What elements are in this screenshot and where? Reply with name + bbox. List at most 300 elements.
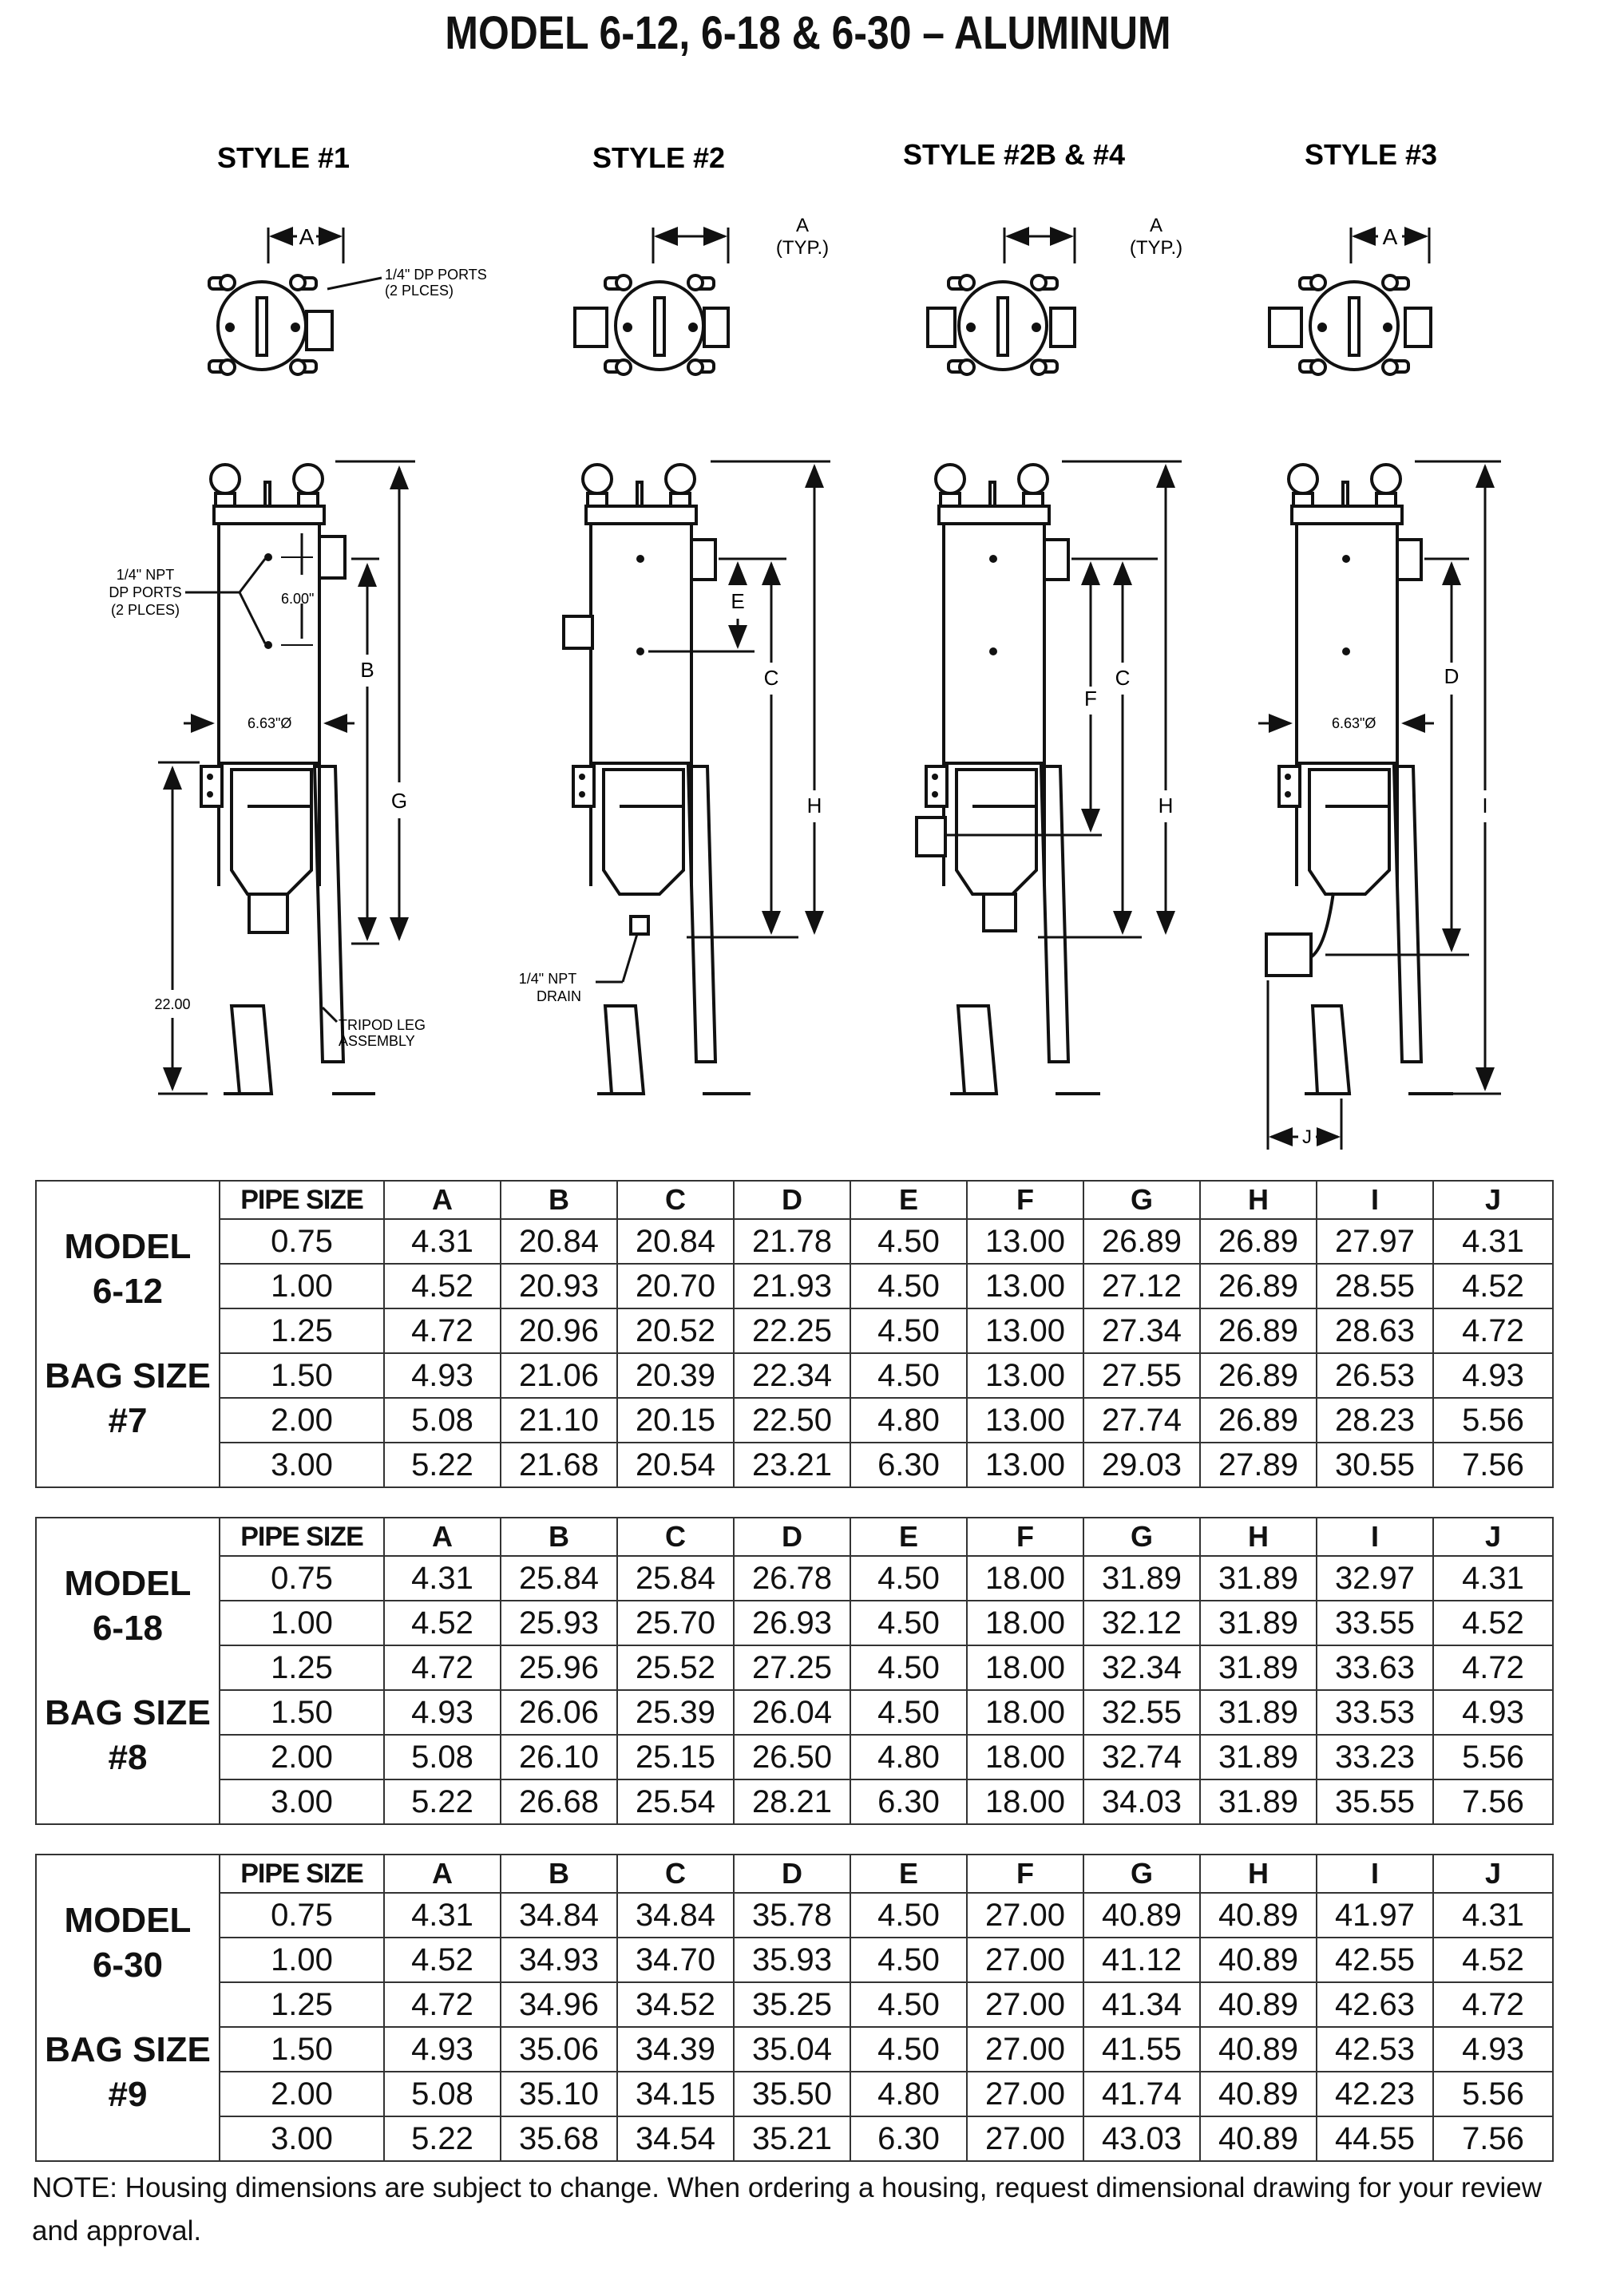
table-cell: 4.72: [1433, 1982, 1553, 2027]
table-cell: 1.25: [220, 1645, 384, 1690]
spec-table-model-6-12: [35, 1180, 1554, 1488]
table-cell: 35.04: [734, 2027, 850, 2072]
table-cell: 33.23: [1317, 1735, 1433, 1779]
table-cell: 31.89: [1200, 1735, 1317, 1779]
col-header: B: [501, 1855, 617, 1893]
col-header: PIPE SIZE: [220, 1518, 384, 1556]
table-row: [36, 1398, 1553, 1443]
dp-ports-label: DP PORTS: [109, 584, 182, 600]
table-cell: 20.52: [617, 1308, 734, 1353]
table-cell: 27.89: [1200, 1443, 1317, 1487]
table-cell: 4.80: [850, 1735, 967, 1779]
col-header: E: [850, 1181, 967, 1219]
table-cell: 1.25: [220, 1308, 384, 1353]
top-view-style-2: [575, 275, 728, 374]
table-cell: 40.89: [1200, 1893, 1317, 1938]
table-cell: 35.06: [501, 2027, 617, 2072]
table-cell: 25.96: [501, 1645, 617, 1690]
table-cell: 26.53: [1317, 1353, 1433, 1398]
table-cell: 27.00: [967, 2027, 1083, 2072]
table-cell: 25.84: [501, 1556, 617, 1601]
col-header: A: [384, 1855, 501, 1893]
bag-size-number: #9: [108, 2075, 148, 2114]
table-cell: 26.10: [501, 1735, 617, 1779]
col-header: C: [617, 1855, 734, 1893]
table-row: [36, 1938, 1553, 1982]
dim-e-style2: E: [731, 589, 745, 613]
col-header: D: [734, 1518, 850, 1556]
dim-600-label: 6.00": [281, 591, 315, 607]
table-cell: 26.50: [734, 1735, 850, 1779]
style-2b4-label: STYLE #2B & #4: [902, 138, 1126, 171]
model-label: MODEL: [64, 1564, 192, 1603]
top-view-style-2b4: [928, 275, 1075, 374]
table-cell: 34.84: [617, 1893, 734, 1938]
col-header: C: [617, 1518, 734, 1556]
table-cell: 4.50: [850, 1264, 967, 1308]
col-header: F: [967, 1181, 1083, 1219]
table-cell: 27.12: [1083, 1264, 1200, 1308]
table-cell: 21.06: [501, 1353, 617, 1398]
table-cell: 20.84: [617, 1219, 734, 1264]
table-cell: 3.00: [220, 1443, 384, 1487]
table-cell: 5.56: [1433, 2072, 1553, 2116]
table-cell: 40.89: [1200, 1982, 1317, 2027]
table-cell: 4.50: [850, 2027, 967, 2072]
table-row: [36, 1219, 1553, 1264]
table-cell: 40.89: [1200, 2116, 1317, 2161]
col-header: PIPE SIZE: [220, 1855, 384, 1893]
table-cell: 4.31: [384, 1219, 501, 1264]
bag-size-label: BAG SIZE: [45, 2030, 211, 2069]
table-cell: 25.39: [617, 1690, 734, 1735]
dim-a-style2: A: [795, 215, 810, 236]
table-cell: 5.22: [384, 2116, 501, 2161]
table-cell: 26.93: [734, 1601, 850, 1645]
table-row: [36, 1893, 1553, 1938]
table-cell: 34.70: [617, 1938, 734, 1982]
table-cell: 18.00: [967, 1556, 1083, 1601]
table-cell: 34.03: [1083, 1779, 1200, 1824]
table-cell: 4.50: [850, 1893, 967, 1938]
table-cell: 3.00: [220, 1779, 384, 1824]
dim-a-style1: A: [299, 224, 315, 249]
table-cell: 28.55: [1317, 1264, 1433, 1308]
table-cell: 4.80: [850, 1398, 967, 1443]
table-cell: 27.34: [1083, 1308, 1200, 1353]
table-cell: 20.70: [617, 1264, 734, 1308]
table-cell: 20.96: [501, 1308, 617, 1353]
typ-style2: (TYP.): [775, 237, 830, 259]
style-2-label: STYLE #2: [592, 141, 726, 174]
diameter-style3: 6.63"Ø: [1332, 715, 1376, 731]
table-cell: 40.89: [1200, 2027, 1317, 2072]
table-cell: 4.31: [384, 1893, 501, 1938]
table-cell: 4.93: [384, 2027, 501, 2072]
table-cell: 1.00: [220, 1264, 384, 1308]
table-cell: 1.00: [220, 1938, 384, 1982]
col-header: A: [384, 1181, 501, 1219]
dp-ports-top-count: (2 PLCES): [385, 283, 454, 299]
table-cell: 22.34: [734, 1353, 850, 1398]
table-cell: 7.56: [1433, 2116, 1553, 2161]
col-header: J: [1433, 1518, 1553, 1556]
col-header: H: [1200, 1518, 1317, 1556]
table-cell: 18.00: [967, 1735, 1083, 1779]
table-cell: 31.89: [1083, 1556, 1200, 1601]
dim-i-style3: I: [1482, 794, 1488, 817]
table-cell: 35.50: [734, 2072, 850, 2116]
col-header: B: [501, 1518, 617, 1556]
table-cell: 27.00: [967, 2116, 1083, 2161]
col-header: PIPE SIZE: [220, 1181, 384, 1219]
table-cell: 41.74: [1083, 2072, 1200, 2116]
table-header-row: [36, 1855, 1553, 1893]
table-cell: 32.12: [1083, 1601, 1200, 1645]
table-cell: 29.03: [1083, 1443, 1200, 1487]
table-cell: 18.00: [967, 1690, 1083, 1735]
table-cell: 6.30: [850, 1779, 967, 1824]
table-cell: 1.50: [220, 2027, 384, 2072]
bag-size-label: BAG SIZE: [45, 1693, 211, 1732]
top-view-style-1: [209, 275, 332, 374]
table-cell: 4.50: [850, 1645, 967, 1690]
table-cell: 4.50: [850, 1938, 967, 1982]
table-cell: 27.00: [967, 1893, 1083, 1938]
table-cell: 40.89: [1200, 1938, 1317, 1982]
bag-size-number: #7: [108, 1401, 148, 1440]
npt-label-style1: 1/4" NPT: [116, 567, 175, 583]
table-cell: 42.53: [1317, 2027, 1433, 2072]
table-cell: 22.25: [734, 1308, 850, 1353]
table-cell: 3.00: [220, 2116, 384, 2161]
col-header: I: [1317, 1855, 1433, 1893]
table-row: [36, 1556, 1553, 1601]
table-cell: 4.52: [384, 1264, 501, 1308]
table-row: [36, 2027, 1553, 2072]
table-cell: 31.89: [1200, 1601, 1317, 1645]
table-cell: 1.50: [220, 1353, 384, 1398]
table-cell: 31.89: [1200, 1690, 1317, 1735]
table-cell: 13.00: [967, 1353, 1083, 1398]
col-header: I: [1317, 1181, 1433, 1219]
table-cell: 28.23: [1317, 1398, 1433, 1443]
table-row: [36, 2072, 1553, 2116]
col-header: E: [850, 1855, 967, 1893]
table-cell: 21.68: [501, 1443, 617, 1487]
table-cell: 25.15: [617, 1735, 734, 1779]
table-row: [36, 1308, 1553, 1353]
col-header: D: [734, 1855, 850, 1893]
table-cell: 4.72: [384, 1645, 501, 1690]
table-cell: 4.50: [850, 1219, 967, 1264]
table-cell: 13.00: [967, 1219, 1083, 1264]
col-header: G: [1083, 1181, 1200, 1219]
table-cell: 26.89: [1200, 1398, 1317, 1443]
table-cell: 35.25: [734, 1982, 850, 2027]
style-1-label: STYLE #1: [216, 141, 351, 174]
table-cell: 4.93: [1433, 2027, 1553, 2072]
table-cell: 21.10: [501, 1398, 617, 1443]
table-cell: 6.30: [850, 1443, 967, 1487]
table-cell: 4.93: [1433, 1353, 1553, 1398]
dim-c-style2b: C: [1115, 666, 1131, 690]
table-cell: 22.50: [734, 1398, 850, 1443]
table-cell: 27.00: [967, 1938, 1083, 1982]
table-cell: 4.93: [1433, 1690, 1553, 1735]
col-header: H: [1200, 1855, 1317, 1893]
table-cell: 20.15: [617, 1398, 734, 1443]
model-cell: [36, 1855, 220, 2161]
model-number: 6-30: [92, 1946, 164, 1985]
table-cell: 2.00: [220, 1398, 384, 1443]
bag-size-number: #8: [108, 1738, 148, 1777]
model-number: 6-12: [92, 1272, 164, 1311]
table-cell: 32.97: [1317, 1556, 1433, 1601]
table-cell: 44.55: [1317, 2116, 1433, 2161]
npt-drain-label: 1/4" NPT: [518, 971, 577, 987]
table-cell: 5.08: [384, 1398, 501, 1443]
table-cell: 32.55: [1083, 1690, 1200, 1735]
col-header: E: [850, 1518, 967, 1556]
model-cell: [36, 1181, 220, 1487]
table-header-row: [36, 1181, 1553, 1219]
table-row: [36, 1735, 1553, 1779]
table-cell: 13.00: [967, 1398, 1083, 1443]
table-cell: 25.93: [501, 1601, 617, 1645]
table-row: [36, 1601, 1553, 1645]
table-cell: 34.39: [617, 2027, 734, 2072]
table-row: [36, 1982, 1553, 2027]
table-cell: 41.34: [1083, 1982, 1200, 2027]
table-cell: 21.78: [734, 1219, 850, 1264]
bag-size-label: BAG SIZE: [45, 1356, 211, 1395]
table-cell: 26.06: [501, 1690, 617, 1735]
table-cell: 0.75: [220, 1556, 384, 1601]
table-cell: 1.00: [220, 1601, 384, 1645]
col-header: J: [1433, 1181, 1553, 1219]
table-cell: 1.50: [220, 1690, 384, 1735]
table-cell: 4.52: [1433, 1938, 1553, 1982]
col-header: D: [734, 1181, 850, 1219]
table-cell: 23.21: [734, 1443, 850, 1487]
table-cell: 27.55: [1083, 1353, 1200, 1398]
dim-22-label: 22.00: [154, 996, 191, 1012]
table-cell: 28.63: [1317, 1308, 1433, 1353]
spec-table-model-6-18: [35, 1517, 1554, 1825]
table-cell: 35.21: [734, 2116, 850, 2161]
table-cell: 27.25: [734, 1645, 850, 1690]
table-cell: 4.31: [1433, 1893, 1553, 1938]
col-header: A: [384, 1518, 501, 1556]
table-cell: 30.55: [1317, 1443, 1433, 1487]
table-cell: 5.08: [384, 2072, 501, 2116]
col-header: F: [967, 1518, 1083, 1556]
table-cell: 27.97: [1317, 1219, 1433, 1264]
dim-a-style3: A: [1382, 224, 1398, 249]
table-cell: 34.15: [617, 2072, 734, 2116]
col-header: C: [617, 1181, 734, 1219]
table-cell: 25.70: [617, 1601, 734, 1645]
col-header: I: [1317, 1518, 1433, 1556]
table-cell: 42.63: [1317, 1982, 1433, 2027]
dim-d-style3: D: [1444, 664, 1460, 688]
table-cell: 26.89: [1200, 1308, 1317, 1353]
table-cell: 4.72: [384, 1308, 501, 1353]
table-cell: 26.89: [1200, 1353, 1317, 1398]
table-cell: 32.74: [1083, 1735, 1200, 1779]
table-cell: 33.53: [1317, 1690, 1433, 1735]
table-cell: 4.50: [850, 1308, 967, 1353]
table-cell: 25.54: [617, 1779, 734, 1824]
assembly-label: ASSEMBLY: [339, 1033, 415, 1049]
table-cell: 20.54: [617, 1443, 734, 1487]
table-cell: 26.68: [501, 1779, 617, 1824]
table-row: [36, 1690, 1553, 1735]
dp-ports-top-label: 1/4" DP PORTS: [385, 267, 487, 283]
table-cell: 35.55: [1317, 1779, 1433, 1824]
table-cell: 4.93: [384, 1353, 501, 1398]
col-header: J: [1433, 1855, 1553, 1893]
table-cell: 31.89: [1200, 1779, 1317, 1824]
table-cell: 20.93: [501, 1264, 617, 1308]
table-row: [36, 1645, 1553, 1690]
table-cell: 20.84: [501, 1219, 617, 1264]
table-cell: 13.00: [967, 1264, 1083, 1308]
table-cell: 4.50: [850, 1556, 967, 1601]
table-cell: 43.03: [1083, 2116, 1200, 2161]
table-cell: 34.93: [501, 1938, 617, 1982]
table-cell: 5.56: [1433, 1735, 1553, 1779]
table-cell: 31.89: [1200, 1556, 1317, 1601]
tripod-leg-label: TRIPOD LEG: [339, 1017, 426, 1033]
side-view-style-1: [201, 465, 375, 1094]
table-cell: 35.93: [734, 1938, 850, 1982]
table-row: [36, 1264, 1553, 1308]
table-cell: 35.68: [501, 2116, 617, 2161]
col-header: B: [501, 1181, 617, 1219]
table-cell: 20.39: [617, 1353, 734, 1398]
table-cell: 4.93: [384, 1690, 501, 1735]
table-cell: 35.10: [501, 2072, 617, 2116]
table-cell: 4.31: [384, 1556, 501, 1601]
diameter-style1: 6.63"Ø: [248, 715, 292, 731]
dim-j-style3: J: [1302, 1126, 1312, 1148]
table-cell: 1.25: [220, 1982, 384, 2027]
table-cell: 0.75: [220, 1893, 384, 1938]
table-cell: 34.52: [617, 1982, 734, 2027]
page-title: MODEL 6-12, 6-18 & 6-30 – ALUMINUM: [445, 7, 1171, 59]
col-header: G: [1083, 1855, 1200, 1893]
table-cell: 33.55: [1317, 1601, 1433, 1645]
table-cell: 25.84: [617, 1556, 734, 1601]
table-cell: 42.23: [1317, 2072, 1433, 2116]
note-text: NOTE: Housing dimensions are subject to change. When ordering a housing, request dimensional drawing for your review and approval.: [32, 2172, 1542, 2247]
dim-a-style2b: A: [1149, 215, 1163, 236]
table-cell: 26.89: [1200, 1264, 1317, 1308]
table-cell: 5.22: [384, 1779, 501, 1824]
model-label: MODEL: [64, 1901, 192, 1940]
table-cell: 32.34: [1083, 1645, 1200, 1690]
table-cell: 31.89: [1200, 1645, 1317, 1690]
spec-table-model-6-30: [35, 1854, 1554, 2162]
table-cell: 34.96: [501, 1982, 617, 2027]
dim-h-style2b: H: [1158, 794, 1174, 817]
table-cell: 4.80: [850, 2072, 967, 2116]
table-cell: 26.89: [1083, 1219, 1200, 1264]
table-cell: 26.78: [734, 1556, 850, 1601]
table-cell: 42.55: [1317, 1938, 1433, 1982]
table-cell: 34.54: [617, 2116, 734, 2161]
table-cell: 34.84: [501, 1893, 617, 1938]
table-cell: 40.89: [1083, 1893, 1200, 1938]
table-row: [36, 1443, 1553, 1487]
table-cell: 7.56: [1433, 1443, 1553, 1487]
table-cell: 4.52: [384, 1601, 501, 1645]
table-cell: 2.00: [220, 2072, 384, 2116]
table-cell: 2.00: [220, 1735, 384, 1779]
table-cell: 26.04: [734, 1690, 850, 1735]
table-cell: 27.00: [967, 2072, 1083, 2116]
col-header: H: [1200, 1181, 1317, 1219]
table-row: [36, 1779, 1553, 1824]
col-header: G: [1083, 1518, 1200, 1556]
model-number: 6-18: [92, 1609, 164, 1648]
model-label: MODEL: [64, 1227, 192, 1266]
table-cell: 6.30: [850, 2116, 967, 2161]
table-cell: 25.52: [617, 1645, 734, 1690]
table-cell: 28.21: [734, 1779, 850, 1824]
table-cell: 41.12: [1083, 1938, 1200, 1982]
table-cell: 5.08: [384, 1735, 501, 1779]
table-cell: 27.00: [967, 1982, 1083, 2027]
table-cell: 26.89: [1200, 1219, 1317, 1264]
table-row: [36, 1353, 1553, 1398]
table-cell: 5.56: [1433, 1398, 1553, 1443]
table-cell: 7.56: [1433, 1779, 1553, 1824]
table-cell: 33.63: [1317, 1645, 1433, 1690]
table-cell: 4.50: [850, 1353, 967, 1398]
style-3-label: STYLE #3: [1304, 138, 1438, 171]
dim-g-style1: G: [390, 789, 408, 813]
dim-b-style1: B: [360, 658, 374, 682]
typ-style2b: (TYP.): [1129, 237, 1183, 259]
table-cell: 4.52: [1433, 1601, 1553, 1645]
table-cell: 4.50: [850, 1601, 967, 1645]
table-cell: 21.93: [734, 1264, 850, 1308]
model-cell: [36, 1518, 220, 1824]
table-cell: 0.75: [220, 1219, 384, 1264]
top-view-style-3: [1269, 275, 1431, 374]
table-cell: 4.31: [1433, 1556, 1553, 1601]
table-row: [36, 2116, 1553, 2161]
table-cell: 4.72: [384, 1982, 501, 2027]
table-cell: 4.50: [850, 1982, 967, 2027]
table-cell: 5.22: [384, 1443, 501, 1487]
drain-label: DRAIN: [536, 988, 582, 1004]
table-cell: 13.00: [967, 1308, 1083, 1353]
table-cell: 4.72: [1433, 1308, 1553, 1353]
table-cell: 4.52: [1433, 1264, 1553, 1308]
table-cell: 41.55: [1083, 2027, 1200, 2072]
table-cell: 18.00: [967, 1645, 1083, 1690]
table-cell: 4.31: [1433, 1219, 1553, 1264]
table-cell: 4.50: [850, 1690, 967, 1735]
table-cell: 4.52: [384, 1938, 501, 1982]
table-cell: 13.00: [967, 1443, 1083, 1487]
table-cell: 41.97: [1317, 1893, 1433, 1938]
dim-f-style2b: F: [1084, 687, 1097, 711]
